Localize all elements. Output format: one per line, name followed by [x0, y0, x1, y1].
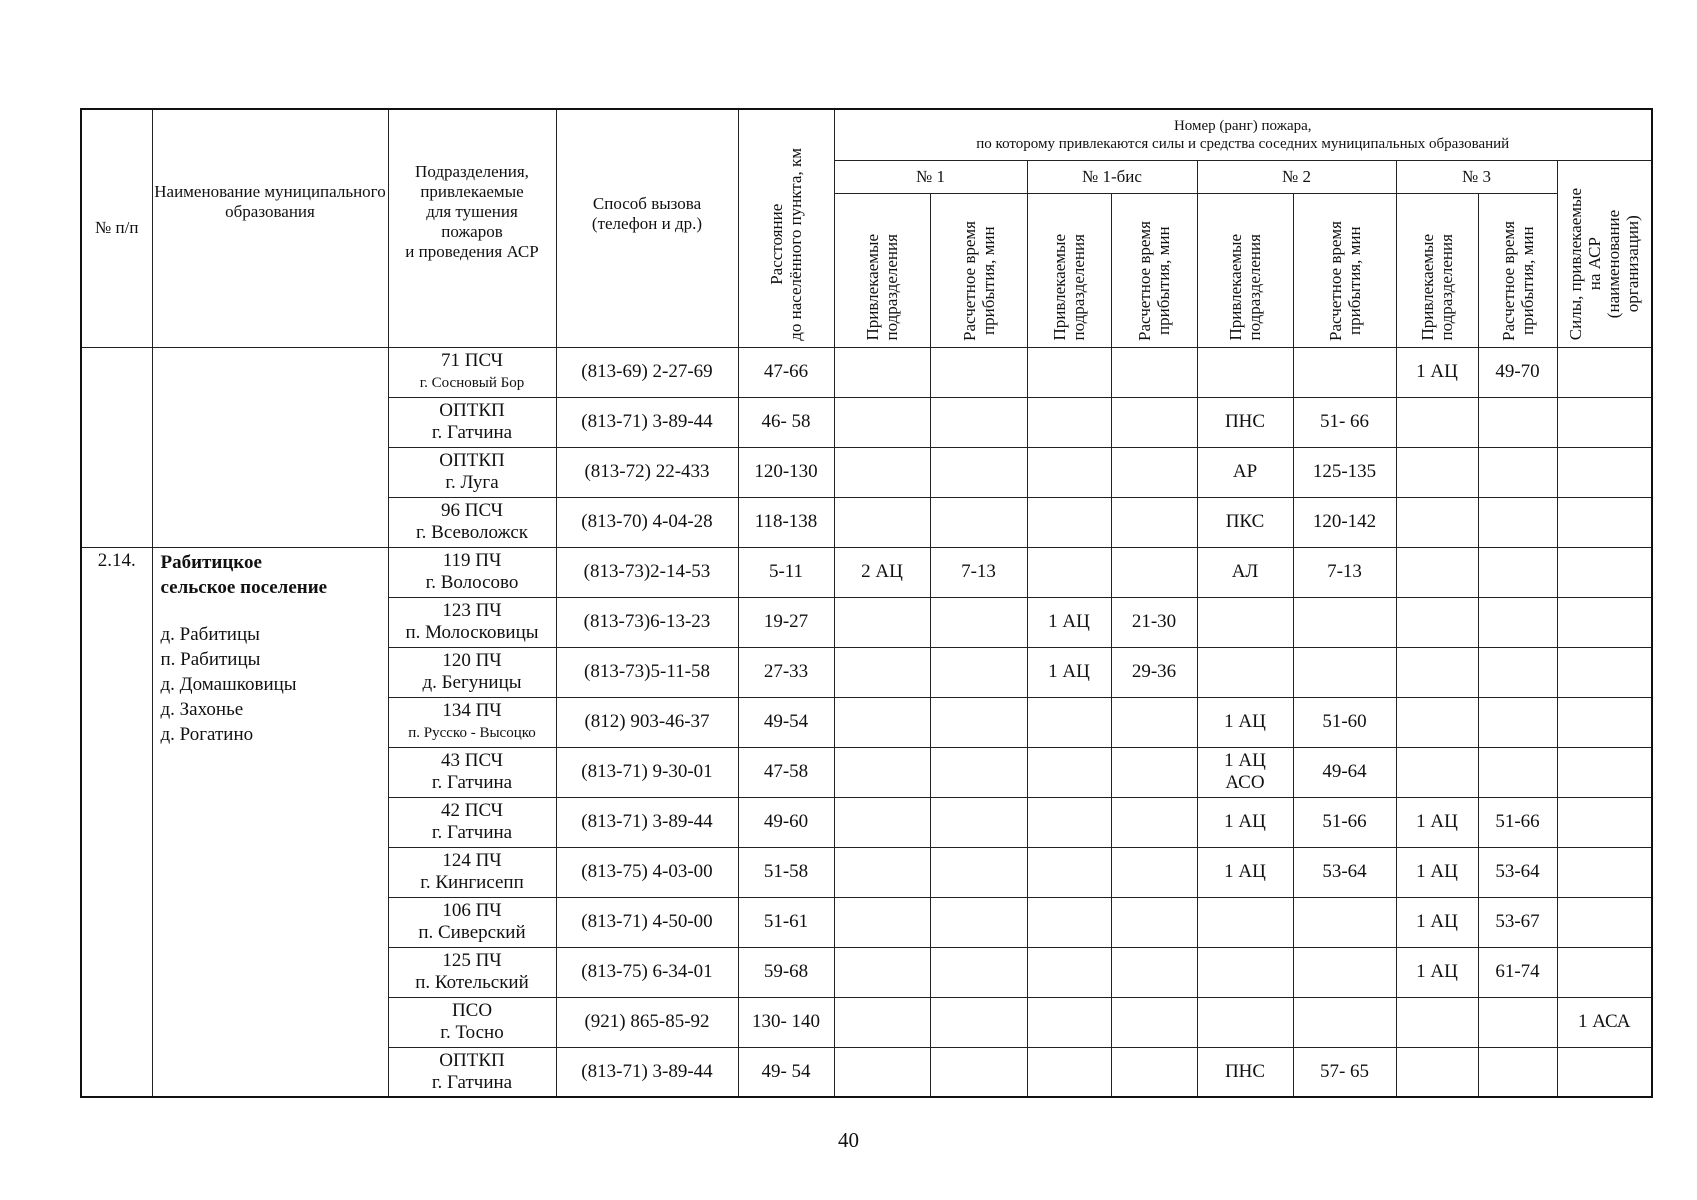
rank-1bis-time-cell: [1111, 797, 1197, 847]
rank-2-units-cell: 1 АЦ: [1197, 797, 1293, 847]
rank-3-units-cell: [1396, 1047, 1478, 1097]
unit-cell: 124 ПЧ г. Кингисепп: [388, 847, 556, 897]
rank-1-time-cell: [930, 997, 1027, 1047]
rank-1bis-units-cell: [1027, 1047, 1111, 1097]
distance-cell: 118-138: [738, 497, 834, 547]
unit-cell: 125 ПЧ п. Котельский: [388, 947, 556, 997]
unit-cell: 120 ПЧ д. Бегуницы: [388, 647, 556, 697]
header-rank-2: № 2: [1197, 160, 1396, 193]
rank-1bis-time-cell: [1111, 947, 1197, 997]
rank-2-units-cell: АР: [1197, 447, 1293, 497]
rank-1-time-cell: [930, 597, 1027, 647]
rank-2-time-cell: 120-142: [1293, 497, 1396, 547]
distance-cell: 46- 58: [738, 397, 834, 447]
rank-1-units-cell: [834, 847, 930, 897]
rank-3-units-cell: 1 АЦ: [1396, 897, 1478, 947]
rank-1bis-time-cell: 29-36: [1111, 647, 1197, 697]
rank-1bis-units-cell: [1027, 847, 1111, 897]
call-cell: (812) 903-46-37: [556, 697, 738, 747]
rank-2-units-cell: 1 АЦ АСО: [1197, 747, 1293, 797]
rank-1-units-cell: [834, 347, 930, 397]
rank-2-time-cell: [1293, 997, 1396, 1047]
rank-1bis-time-cell: [1111, 547, 1197, 597]
rank-1bis-units-cell: [1027, 797, 1111, 847]
rank-1-time-cell: [930, 397, 1027, 447]
locality: п. Рабитицы: [160, 648, 261, 670]
fire-forces-table: [80, 108, 1653, 1098]
rank-1bis-units-cell: [1027, 347, 1111, 397]
header-fire-rank: Номер (ранг) пожара, по которому привлекаются силы и средства соседних муниципальных образований: [834, 109, 1652, 160]
call-cell: (813-71) 3-89-44: [556, 397, 738, 447]
row-number: 2.14.: [81, 547, 152, 1097]
rank-3-time-cell: [1478, 647, 1557, 697]
rank-1-time-cell: [930, 897, 1027, 947]
municipality-cell: [152, 347, 388, 547]
rank-2-units-cell: 1 АЦ: [1197, 847, 1293, 897]
rank-3-time-cell: 53-67: [1478, 897, 1557, 947]
rank-3-units-cell: 1 АЦ: [1396, 797, 1478, 847]
rank-2-units-cell: [1197, 897, 1293, 947]
rank-1bis-units-cell: [1027, 997, 1111, 1047]
row-number: [81, 347, 152, 547]
locality: д. Домашковицы: [160, 673, 297, 695]
header-rank-3-units: Привлекаемые подразделения: [1396, 193, 1478, 347]
distance-cell: 130- 140: [738, 997, 834, 1047]
header-rank-1-units: Привлекаемые подразделения: [834, 193, 930, 347]
distance-cell: 49-60: [738, 797, 834, 847]
header-num: № п/п: [81, 109, 152, 347]
rank-1bis-time-cell: [1111, 397, 1197, 447]
unit-cell: 96 ПСЧ г. Всеволожск: [388, 497, 556, 547]
asr-forces-cell: [1557, 897, 1652, 947]
rank-1-units-cell: [834, 647, 930, 697]
rank-1-units-cell: [834, 947, 930, 997]
rank-1-time-cell: [930, 747, 1027, 797]
distance-cell: 120-130: [738, 447, 834, 497]
rank-1bis-time-cell: [1111, 997, 1197, 1047]
rank-3-units-cell: [1396, 647, 1478, 697]
header-rank-1-time: Расчетное время прибытия, мин: [930, 193, 1027, 347]
rank-2-time-cell: 125-135: [1293, 447, 1396, 497]
rank-1-units-cell: [834, 697, 930, 747]
municipality-name: Рабитицкое: [160, 551, 262, 573]
rank-3-units-cell: [1396, 997, 1478, 1047]
distance-cell: 47-66: [738, 347, 834, 397]
rank-3-time-cell: [1478, 397, 1557, 447]
municipality-cell: [152, 547, 388, 1097]
asr-forces-cell: [1557, 347, 1652, 397]
rank-3-time-cell: [1478, 697, 1557, 747]
rank-1-units-cell: 2 АЦ: [834, 547, 930, 597]
asr-forces-cell: [1557, 647, 1652, 697]
rank-1-time-cell: [930, 347, 1027, 397]
rank-1bis-units-cell: [1027, 547, 1111, 597]
header-units: Подразделения, привлекаемые для тушения пожаров и проведения АСР: [388, 109, 556, 347]
rank-1bis-time-cell: [1111, 747, 1197, 797]
rank-2-units-cell: [1197, 947, 1293, 997]
header-rank-2-time: Расчетное время прибытия, мин: [1293, 193, 1396, 347]
rank-3-time-cell: [1478, 1047, 1557, 1097]
rank-2-units-cell: [1197, 597, 1293, 647]
rank-1-units-cell: [834, 897, 930, 947]
asr-forces-cell: [1557, 947, 1652, 997]
rank-1-time-cell: [930, 797, 1027, 847]
header-rank-1bis-units: Привлекаемые подразделения: [1027, 193, 1111, 347]
unit-cell: 43 ПСЧ г. Гатчина: [388, 747, 556, 797]
header-distance: Расстояние до населённого пункта, км: [738, 109, 834, 347]
distance-cell: 5-11: [738, 547, 834, 597]
asr-forces-cell: [1557, 597, 1652, 647]
locality: д. Захонье: [160, 698, 244, 720]
asr-forces-cell: [1557, 1047, 1652, 1097]
rank-1bis-units-cell: [1027, 447, 1111, 497]
distance-cell: 19-27: [738, 597, 834, 647]
rank-3-units-cell: [1396, 397, 1478, 447]
rank-1-time-cell: 7-13: [930, 547, 1027, 597]
rank-1-units-cell: [834, 497, 930, 547]
rank-1bis-time-cell: [1111, 697, 1197, 747]
table-body: [81, 109, 1652, 1097]
rank-1bis-time-cell: [1111, 847, 1197, 897]
rank-1bis-units-cell: [1027, 397, 1111, 447]
call-cell: (813-71) 9-30-01: [556, 747, 738, 797]
unit-cell: 42 ПСЧ г. Гатчина: [388, 797, 556, 847]
rank-1-time-cell: [930, 497, 1027, 547]
rank-3-units-cell: [1396, 697, 1478, 747]
unit-cell: ПСО г. Тосно: [388, 997, 556, 1047]
rank-3-time-cell: [1478, 447, 1557, 497]
call-cell: (813-75) 4-03-00: [556, 847, 738, 897]
rank-2-time-cell: [1293, 347, 1396, 397]
header-rank-3: № 3: [1396, 160, 1557, 193]
rank-1-units-cell: [834, 397, 930, 447]
rank-1-units-cell: [834, 747, 930, 797]
page-number: 40: [838, 1128, 859, 1152]
call-cell: (813-70) 4-04-28: [556, 497, 738, 547]
header-rank-1: № 1: [834, 160, 1027, 193]
rank-1-units-cell: [834, 997, 930, 1047]
rank-2-time-cell: 51-66: [1293, 797, 1396, 847]
rank-2-time-cell: 51- 66: [1293, 397, 1396, 447]
asr-forces-cell: 1 АСА: [1557, 997, 1652, 1047]
rank-2-units-cell: ПКС: [1197, 497, 1293, 547]
unit-cell: ОПТКП г. Луга: [388, 447, 556, 497]
unit-cell: 134 ПЧ п. Русско - Высоцко: [388, 697, 556, 747]
rank-2-time-cell: [1293, 897, 1396, 947]
rank-3-units-cell: [1396, 747, 1478, 797]
rank-1bis-time-cell: 21-30: [1111, 597, 1197, 647]
rank-3-units-cell: 1 АЦ: [1396, 847, 1478, 897]
rank-2-units-cell: [1197, 647, 1293, 697]
table-row: [81, 347, 1652, 397]
rank-2-units-cell: ПНС: [1197, 397, 1293, 447]
header-municipality: Наименование муниципального образования: [152, 109, 388, 347]
asr-forces-cell: [1557, 847, 1652, 897]
rank-3-time-cell: [1478, 747, 1557, 797]
call-cell: (813-73)5-11-58: [556, 647, 738, 697]
call-cell: (813-75) 6-34-01: [556, 947, 738, 997]
distance-cell: 59-68: [738, 947, 834, 997]
locality: д. Рогатино: [160, 723, 254, 745]
rank-3-time-cell: 61-74: [1478, 947, 1557, 997]
rank-3-time-cell: [1478, 997, 1557, 1047]
rank-3-units-cell: [1396, 497, 1478, 547]
rank-1-units-cell: [834, 597, 930, 647]
rank-3-time-cell: [1478, 597, 1557, 647]
unit-cell: 106 ПЧ п. Сиверский: [388, 897, 556, 947]
rank-2-time-cell: 57- 65: [1293, 1047, 1396, 1097]
rank-1-time-cell: [930, 697, 1027, 747]
asr-forces-cell: [1557, 797, 1652, 847]
call-cell: (813-71) 3-89-44: [556, 1047, 738, 1097]
asr-forces-cell: [1557, 397, 1652, 447]
call-cell: (813-71) 4-50-00: [556, 897, 738, 947]
header-rank-1bis-time: Расчетное время прибытия, мин: [1111, 193, 1197, 347]
distance-cell: 51-58: [738, 847, 834, 897]
distance-cell: 49- 54: [738, 1047, 834, 1097]
asr-forces-cell: [1557, 447, 1652, 497]
rank-1bis-time-cell: [1111, 497, 1197, 547]
call-cell: (813-73)6-13-23: [556, 597, 738, 647]
rank-1-time-cell: [930, 447, 1027, 497]
rank-2-units-cell: [1197, 347, 1293, 397]
rank-1-time-cell: [930, 847, 1027, 897]
rank-1bis-time-cell: [1111, 1047, 1197, 1097]
rank-2-time-cell: 53-64: [1293, 847, 1396, 897]
rank-1-units-cell: [834, 797, 930, 847]
header-rank-1bis: № 1-бис: [1027, 160, 1197, 193]
rank-2-units-cell: 1 АЦ: [1197, 697, 1293, 747]
rank-1bis-time-cell: [1111, 447, 1197, 497]
municipality-type: сельское поселение: [160, 576, 328, 598]
locality: д. Рабитицы: [160, 623, 260, 645]
unit-cell: 71 ПСЧ г. Сосновый Бор: [388, 347, 556, 397]
rank-1bis-units-cell: [1027, 697, 1111, 747]
unit-cell: ОПТКП г. Гатчина: [388, 1047, 556, 1097]
rank-1-units-cell: [834, 1047, 930, 1097]
asr-forces-cell: [1557, 497, 1652, 547]
rank-1-time-cell: [930, 1047, 1027, 1097]
header-call-method: Способ вызова (телефон и др.): [556, 109, 738, 347]
rank-3-time-cell: 53-64: [1478, 847, 1557, 897]
rank-1-units-cell: [834, 447, 930, 497]
rank-3-units-cell: 1 АЦ: [1396, 347, 1478, 397]
unit-cell: 119 ПЧ г. Волосово: [388, 547, 556, 597]
rank-3-time-cell: 49-70: [1478, 347, 1557, 397]
distance-cell: 27-33: [738, 647, 834, 697]
unit-cell: ОПТКП г. Гатчина: [388, 397, 556, 447]
rank-2-units-cell: [1197, 997, 1293, 1047]
table-row: [81, 547, 1652, 597]
rank-1bis-units-cell: 1 АЦ: [1027, 647, 1111, 697]
rank-1-time-cell: [930, 647, 1027, 697]
rank-3-time-cell: [1478, 497, 1557, 547]
rank-3-units-cell: 1 АЦ: [1396, 947, 1478, 997]
rank-1bis-units-cell: [1027, 897, 1111, 947]
distance-cell: 49-54: [738, 697, 834, 747]
rank-2-time-cell: [1293, 647, 1396, 697]
distance-cell: 51-61: [738, 897, 834, 947]
rank-1bis-units-cell: 1 АЦ: [1027, 597, 1111, 647]
unit-cell: 123 ПЧ п. Молосковицы: [388, 597, 556, 647]
rank-2-time-cell: [1293, 597, 1396, 647]
rank-1bis-units-cell: [1027, 497, 1111, 547]
call-cell: (813-73)2-14-53: [556, 547, 738, 597]
call-cell: (921) 865-85-92: [556, 997, 738, 1047]
call-cell: (813-71) 3-89-44: [556, 797, 738, 847]
rank-1bis-time-cell: [1111, 897, 1197, 947]
rank-3-time-cell: [1478, 547, 1557, 597]
rank-3-units-cell: [1396, 597, 1478, 647]
rank-3-units-cell: [1396, 547, 1478, 597]
header-rank-3-time: Расчетное время прибытия, мин: [1478, 193, 1557, 347]
call-cell: (813-72) 22-433: [556, 447, 738, 497]
call-cell: (813-69) 2-27-69: [556, 347, 738, 397]
asr-forces-cell: [1557, 747, 1652, 797]
asr-forces-cell: [1557, 547, 1652, 597]
rank-1bis-time-cell: [1111, 347, 1197, 397]
asr-forces-cell: [1557, 697, 1652, 747]
rank-1bis-units-cell: [1027, 947, 1111, 997]
rank-2-time-cell: [1293, 947, 1396, 997]
rank-3-time-cell: 51-66: [1478, 797, 1557, 847]
header-asr-forces: Силы, привлекаемые на АСР (наименование организации): [1557, 160, 1652, 347]
rank-2-time-cell: 51-60: [1293, 697, 1396, 747]
rank-1-time-cell: [930, 947, 1027, 997]
rank-2-units-cell: АЛ: [1197, 547, 1293, 597]
rank-1bis-units-cell: [1027, 747, 1111, 797]
rank-2-units-cell: ПНС: [1197, 1047, 1293, 1097]
rank-3-units-cell: [1396, 447, 1478, 497]
rank-2-time-cell: 7-13: [1293, 547, 1396, 597]
header-rank-2-units: Привлекаемые подразделения: [1197, 193, 1293, 347]
distance-cell: 47-58: [738, 747, 834, 797]
rank-2-time-cell: 49-64: [1293, 747, 1396, 797]
